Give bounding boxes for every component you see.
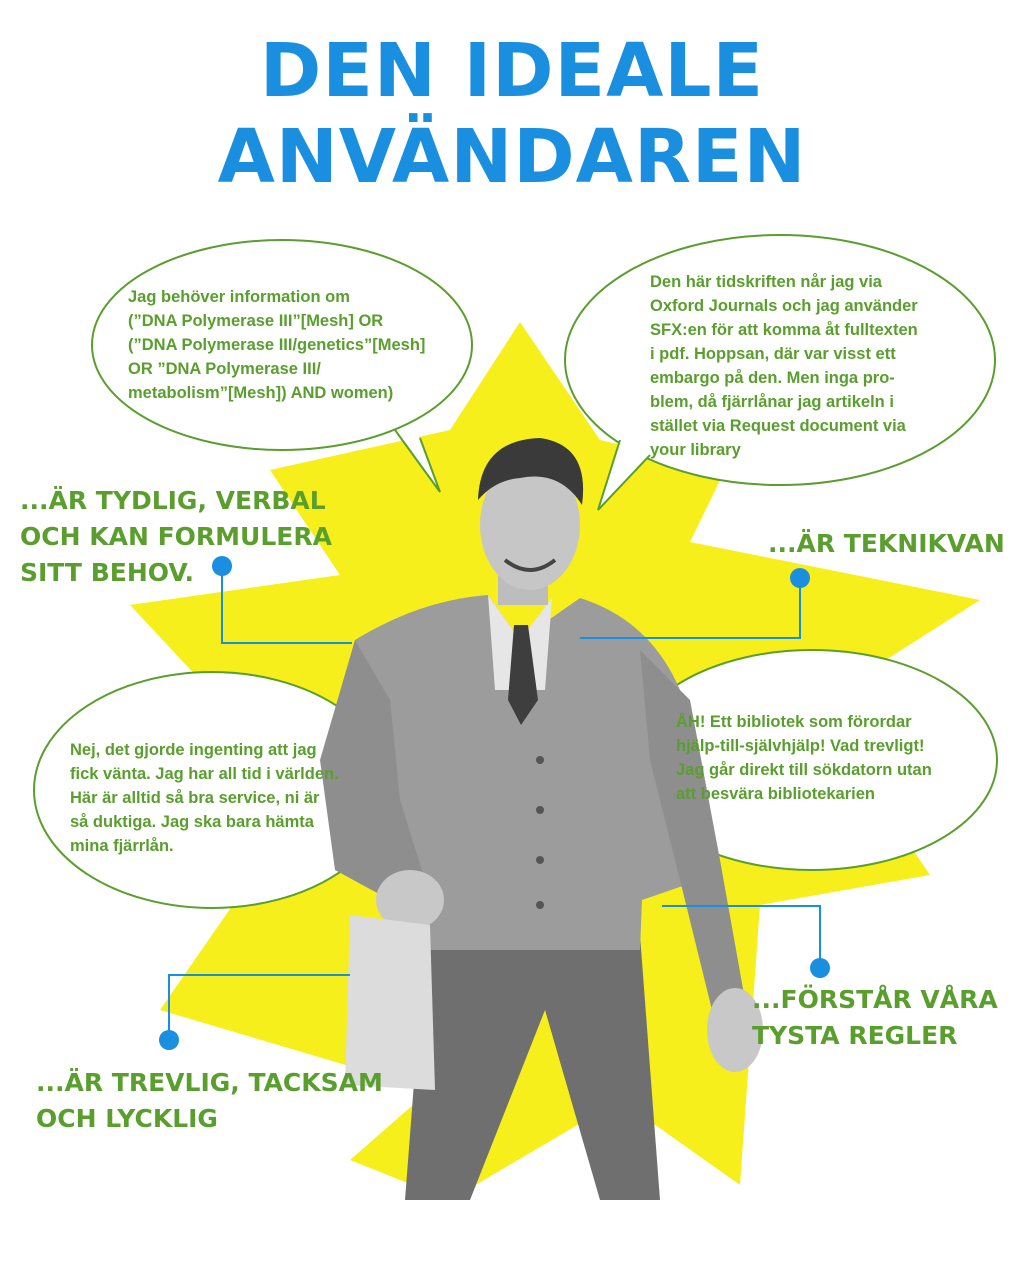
trait-verbal: ...ÄR TYDLIG, VERBAL OCH KAN FORMULERA SITT BEHOV. [20,486,332,587]
trait-tech-savvy: ...ÄR TEKNIKVAN [768,529,1005,558]
page-title: DEN IDEALE ANVÄNDAREN [217,28,807,200]
bubble-text-waiting: Nej, det gjorde ingenting att jag fick vänta. Jag har all tid i världen. Här är alltid så bra service, ni är så duktiga. Jag ska bara hämta mina fjärrlån. [70,741,339,855]
trait-understands-rules: ...FÖRSTÅR VÅRA TYSTA REGLER [752,985,998,1050]
bubble-text-search-query: Jag behöver information om (”DNA Polymerase III”[Mesh] OR (”DNA Polymerase III/genetics”[Mesh] OR ”DNA Polymerase III/ metabolism”[Mesh]) AND women) [128,288,426,402]
trait-nice-grateful: ...ÄR TREVLIG, TACKSAM OCH LYCKLIG [36,1068,383,1133]
bubble-text-journal-access: Den här tidskriften når jag via Oxford Journals och jag använder SFX:en för att komma åt fulltexten i pdf. Hoppsan, där var visst ett embargo på den. Men inga pro- blem, då fjärrlånar jag artikeln i stället via Request document via your library [650,273,918,459]
bubble-text-self-help: ÅH! Ett bibliotek som förordar hjälp-till-självhjälp! Vad trevligt! Jag går direkt till sökdatorn utan att besvära bibliotekarien [676,713,932,803]
